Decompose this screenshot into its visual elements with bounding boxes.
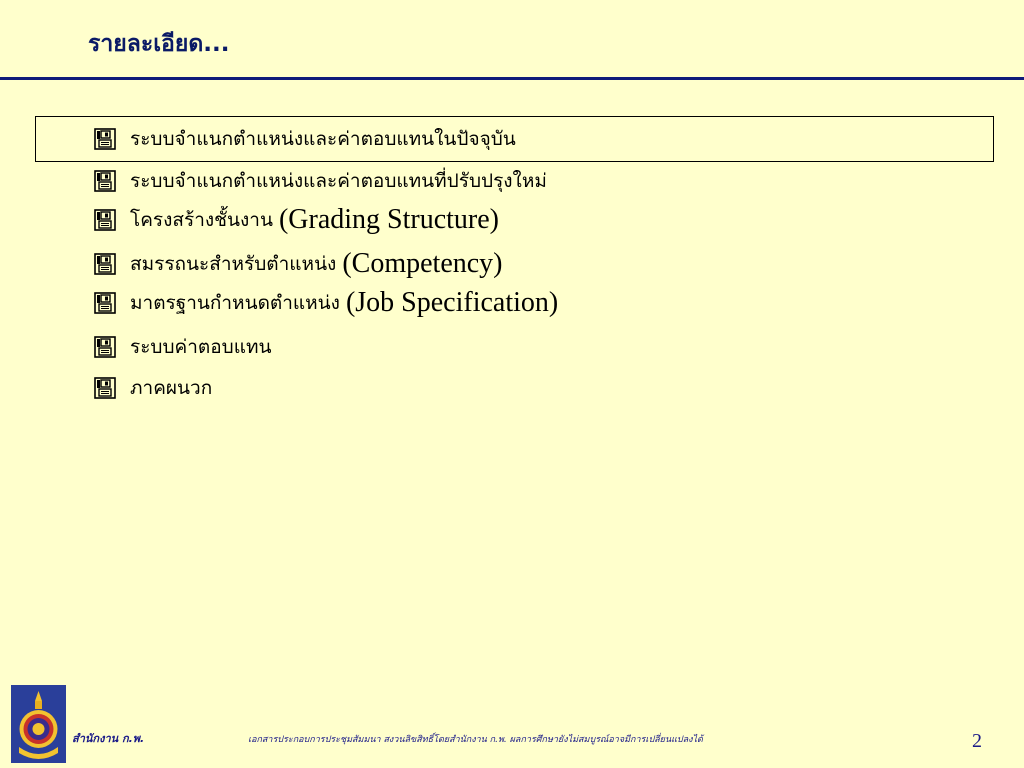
floppy-disk-icon (94, 336, 116, 358)
item-thai-text: มาตรฐานกำหนดตำแหน่ง (130, 292, 340, 314)
floppy-disk-icon (94, 209, 116, 231)
item-thai-text: ระบบค่าตอบแทน (130, 336, 272, 358)
list-item-appendix (94, 373, 212, 403)
item-thai-text: ระบบจำแนกตำแหน่งและค่าตอบแทนที่ปรับปรุงใหม่ (130, 170, 547, 192)
floppy-disk-icon (94, 377, 116, 399)
slide-title: รายละเอียด... (88, 31, 230, 57)
item-thai-text: โครงสร้างชั้นงาน (130, 209, 273, 231)
title-divider (0, 77, 1024, 80)
item-thai-text: สมรรถนะสำหรับตำแหน่ง (130, 253, 337, 275)
list-item-job-specification (94, 288, 558, 318)
emblem-icon (11, 685, 66, 763)
item-english-text: (Competency) (342, 248, 503, 279)
list-item-grading-structure (94, 205, 499, 235)
floppy-disk-icon (94, 292, 116, 314)
floppy-disk-icon (94, 170, 116, 192)
page-number: 2 (972, 730, 982, 752)
list-item-competency (94, 249, 503, 279)
list-item-current-system (94, 124, 516, 154)
item-english-text: (Grading Structure) (278, 204, 500, 235)
item-english-text: (Job Specification) (345, 287, 559, 318)
floppy-disk-icon (94, 128, 116, 150)
item-thai-text: ระบบจำแนกตำแหน่งและค่าตอบแทนในปัจจุบัน (130, 128, 516, 150)
footer-disclaimer: เอกสารประกอบการประชุมสัมมนา สงวนลิขสิทธิ์โดยสำนักงาน ก.พ. ผลการศึกษายังไม่สมบูรณ์อาจมีการเปลี่ยนแปลงได้ (248, 735, 703, 745)
office-label: สำนักงาน ก.พ. (72, 732, 145, 745)
list-item-compensation-system (94, 332, 271, 362)
floppy-disk-icon (94, 253, 116, 275)
list-item-improved-system (94, 166, 547, 196)
item-thai-text: ภาคผนวก (130, 377, 213, 399)
ocsc-logo (11, 685, 66, 763)
